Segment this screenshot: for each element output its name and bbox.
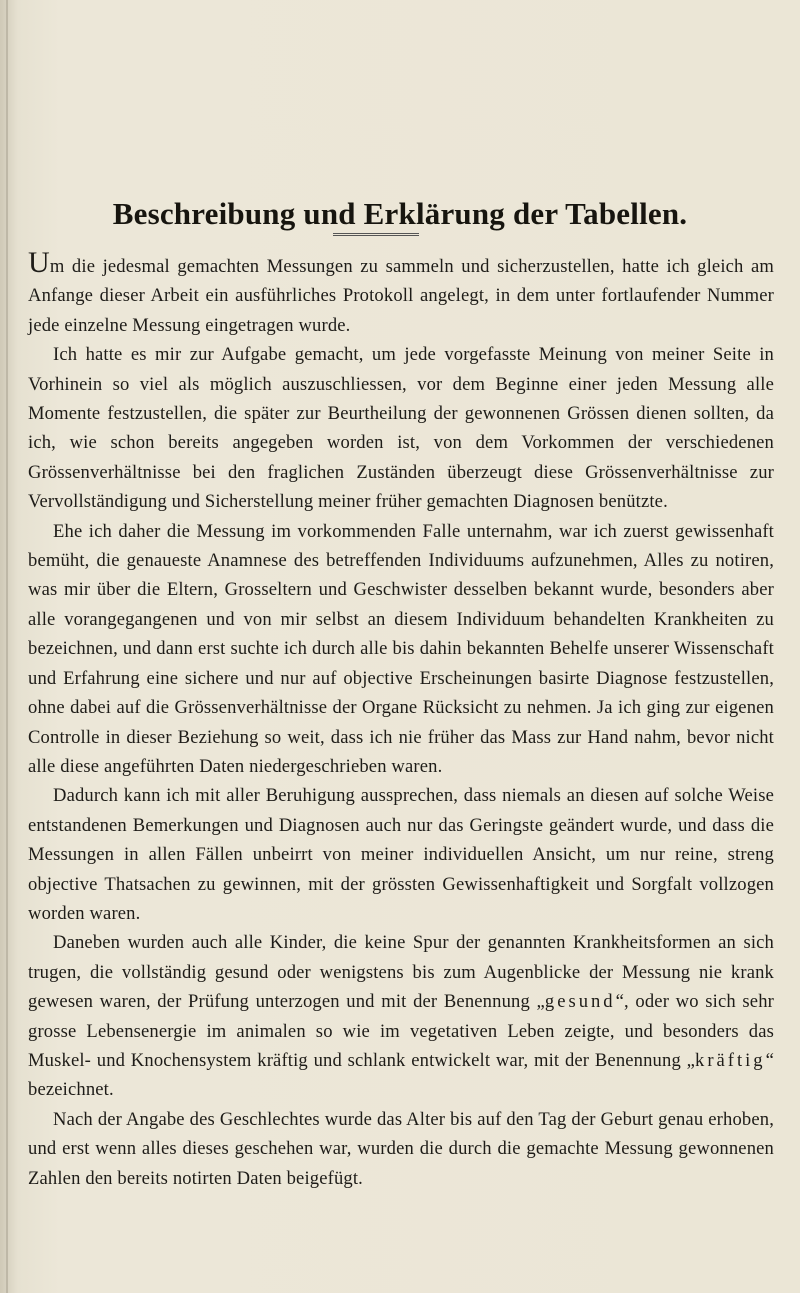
- paragraph-3: Ehe ich daher die Messung im vorkommenden Falle unternahm, war ich zuerst gewissenhaft bemüht, die genaueste Anamnese des betreffenden Individuums aufzunehmen, Alles zu notiren, was mir über die Eltern, Grosseltern und Geschwister desselben bekannt wurde, besonders aber alle vorangegangenen und von mir selbst an diesem Individuum behandelten Krankheiten zu bezeichnen, und dann erst suchte ich durch alle bis dahin bekannten Behelfe unserer Wissenschaft und Erfahrung eine sichere und nur auf objective Erscheinungen basirte Diagnose festzustellen, ohne dabei auf die Grössenverhältnisse der Organe Rücksicht zu nehmen. Ja ich ging zur eigenen Controlle in dieser Beziehung so weit, dass ich nie früher das Mass zur Hand nahm, bevor nicht alle diese angeführten Daten niedergeschrieben waren.: [28, 520, 774, 777]
- paragraph-5: [28, 928, 774, 1104]
- paragraph-5-text-b: “, oder wo sich sehr grosse Lebensenergie im animalen so wie im vegetativen Leben zeigte, und besonders das Muskel- und Knochensystem kräftig und schlank entwickelt war, mit der Benennung „: [28, 991, 775, 1071]
- paragraph-2: Ich hatte es mir zur Aufgabe gemacht, um jede vorgefasste Meinung von meiner Seite in Vorhinein so viel als möglich auszuschliessen, vor dem Beginne einer jeden Messung alle Momente festzustellen, die später zur Beurtheilung der gewonnenen Grössen dienen sollten, da ich, wie schon bereits angegeben worden ist, von dem Vorkommen der verschiedenen Grössenverhältnisse bei den fraglichen Zuständen überzeugt diese Grössenverhältnisse zur Vervollständigung und Sicherstellung meiner früher gemachten Diagnosen benützte.: [28, 344, 774, 513]
- title-divider: [333, 233, 419, 236]
- binding-edge: [6, 0, 8, 1293]
- term-gesund: gesund: [544, 991, 616, 1013]
- initial-letter: U: [28, 246, 50, 279]
- term-kraeftig: kräftig: [695, 1049, 766, 1071]
- paragraph-1: [28, 246, 774, 340]
- page-title: Beschreibung und Erklärung der Tabellen.: [112, 195, 688, 231]
- body-text: [28, 246, 775, 1193]
- paragraph-1-text: m die jedesmal gemachten Messungen zu sammeln und sicherzustellen, hatte ich gleich am Anfange dieser Arbeit ein ausführliches Protokoll angelegt, in dem unter fortlaufender Nummer jede einzelne Messung eingetragen wurde.: [28, 256, 774, 336]
- paragraph-5-text-a: Daneben wurden auch alle Kinder, die keine Spur der genannten Krankheitsformen an sich trugen, die vollständig gesund oder wenigstens bis zum Augenblicke der Messung nie krank gewesen waren, der Prüfung unterzogen und mit der Benennung „: [28, 932, 774, 1013]
- paragraph-5-text-c: “ bezeichnet.: [28, 1049, 774, 1101]
- paragraph-4: Dadurch kann ich mit aller Beruhigung aussprechen, dass niemals an diesen auf solche Weise entstandenen Bemerkungen und Diagnosen auch nur das Geringste geändert wurde, und dass die Messungen in allen Fällen unbeirrt von meiner individuellen Ansicht, um nur reine, streng objective Thatsachen zu gewinnen, mit der grössten Gewissenhaftigkeit und Sorgfalt vollzogen worden waren.: [28, 785, 774, 924]
- paragraph-6: Nach der Angabe des Geschlechtes wurde das Alter bis auf den Tag der Geburt genau erhoben, und erst wenn alles dieses geschehen war, wurden die durch die gemachte Messung gewonnenen Zahlen den bereits notirten Daten beigefügt.: [28, 1108, 774, 1189]
